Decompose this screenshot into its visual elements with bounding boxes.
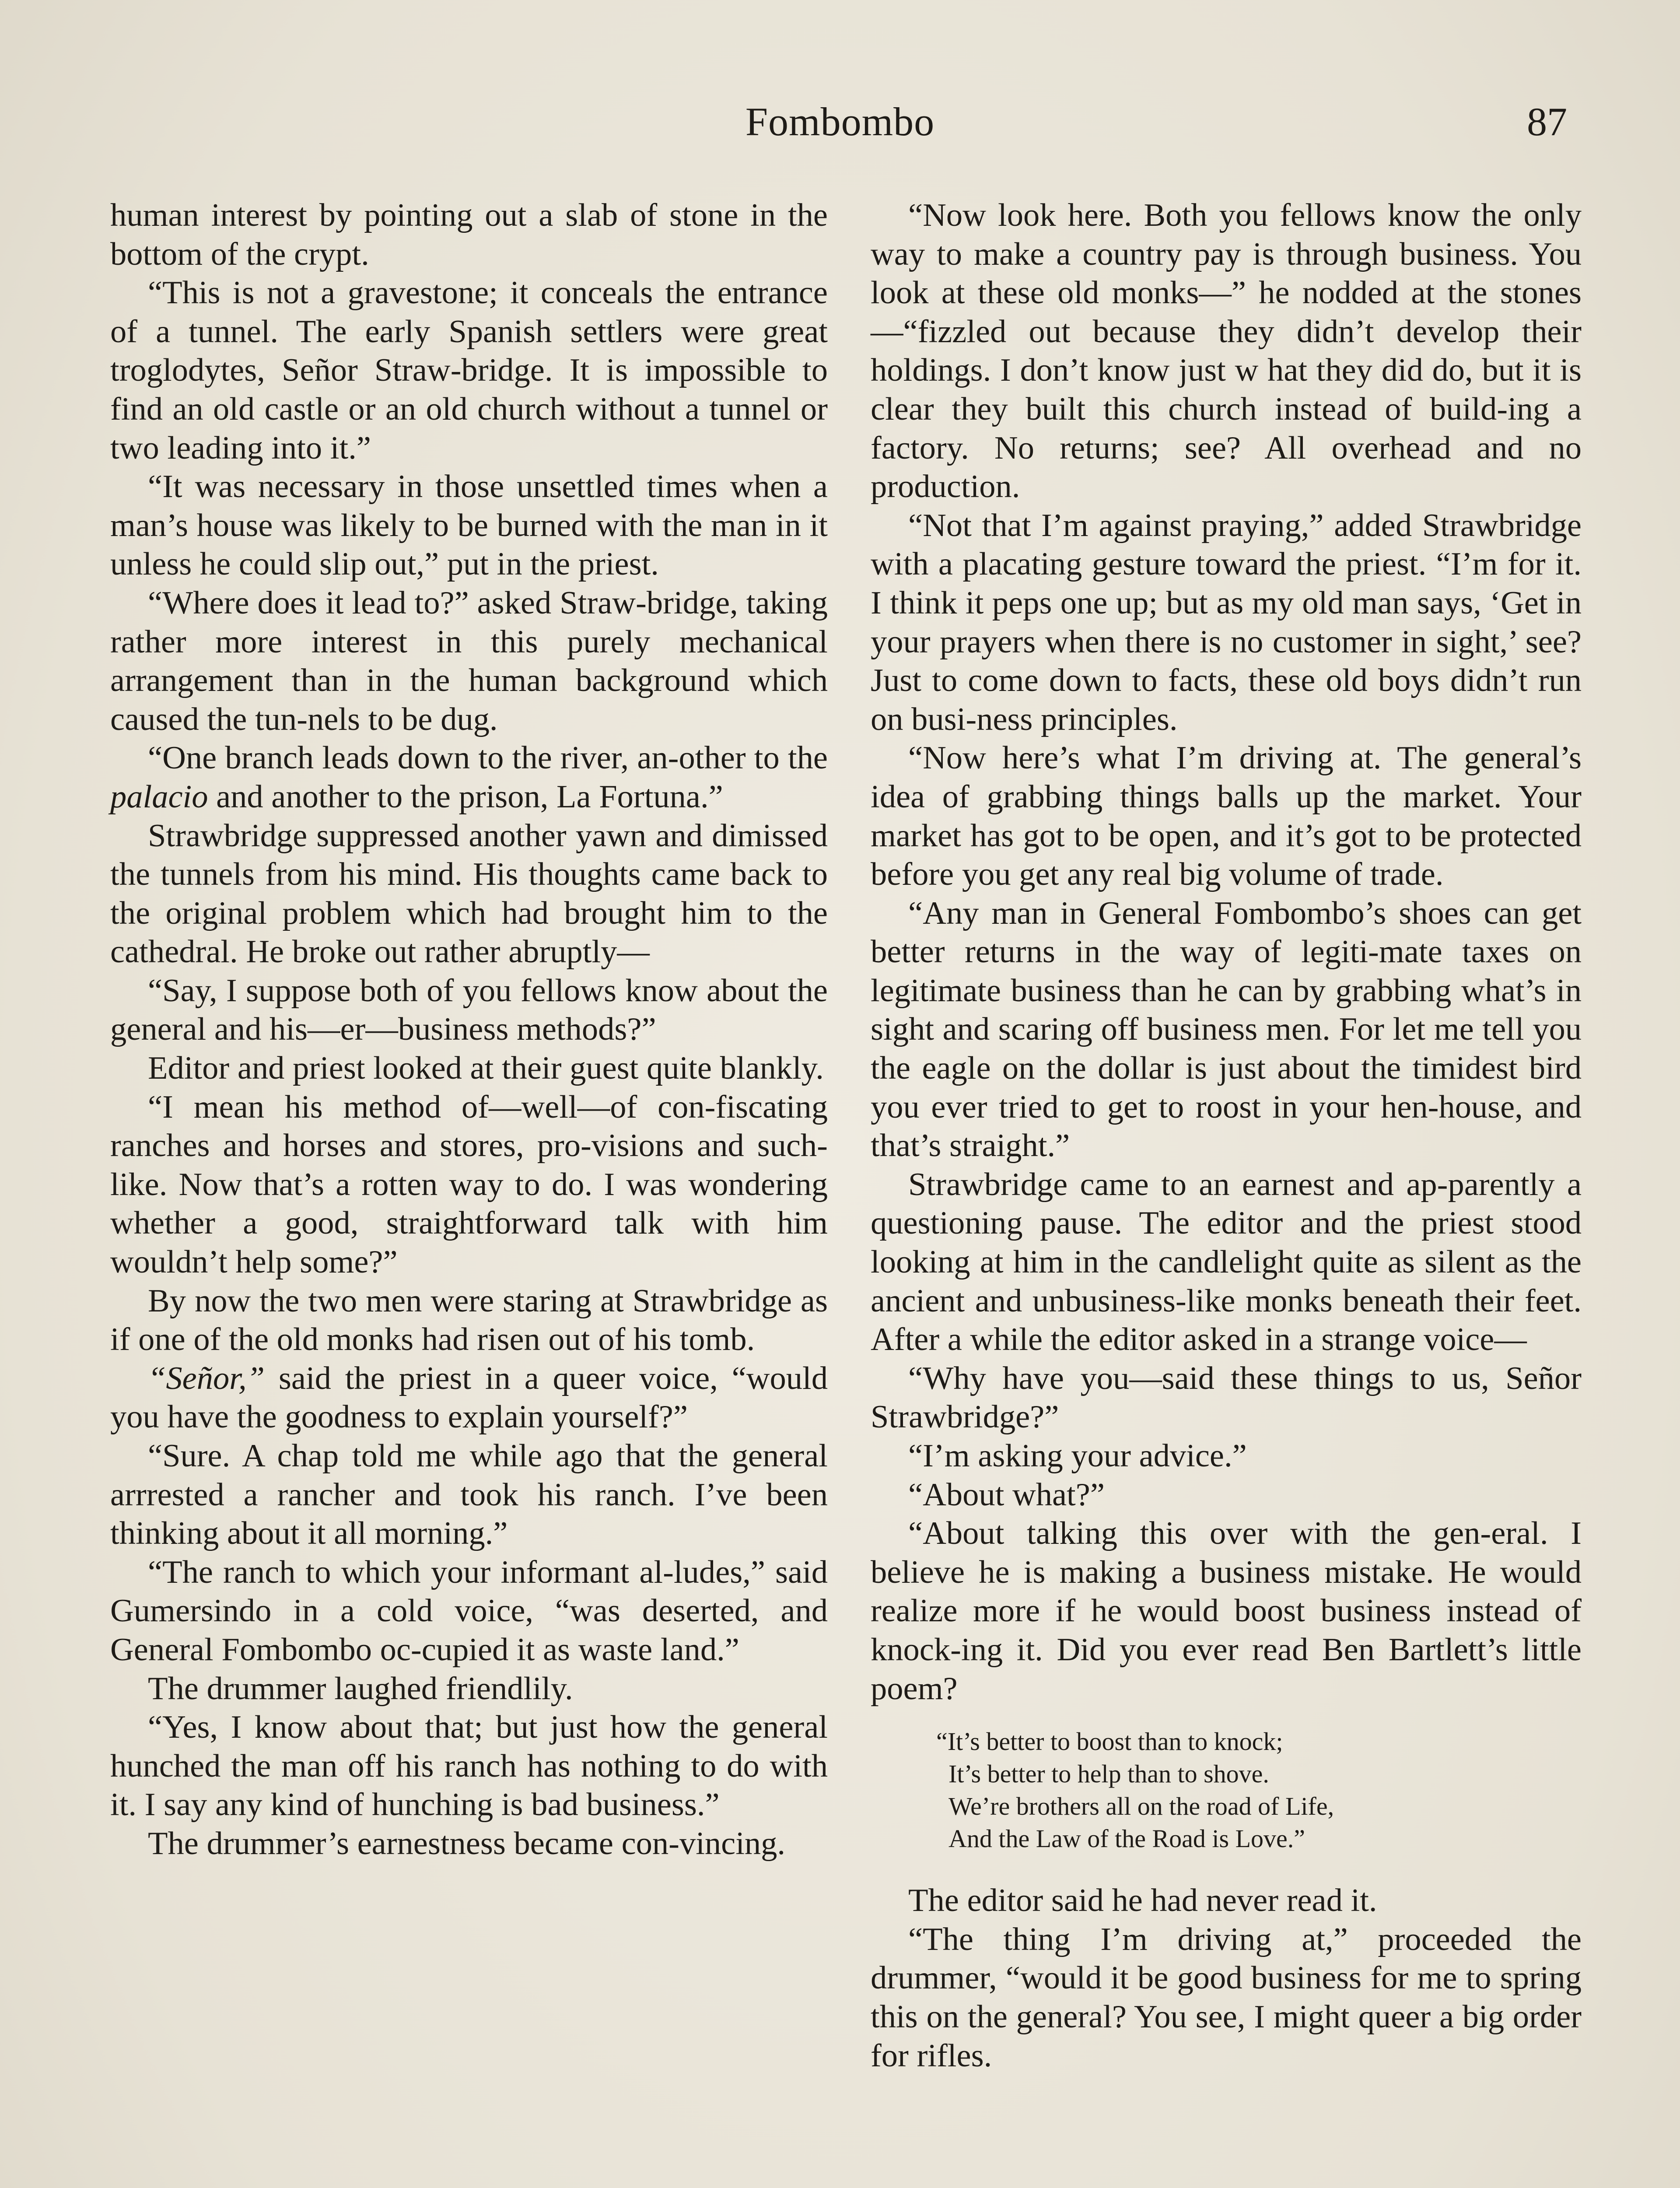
- paragraph: “I mean his method of—well—of con-fiscating ranches and horses and stores, pro-visions and such-like. Now that’s a rotten way to do. I was wondering whether a good, straightforward talk with him wouldn’t help some?”: [110, 1089, 828, 1280]
- paragraph: “Yes, I know about that; but just how the general hunched the man off his ranch has nothing to do with it. I say any kind of hunching is bad business.”: [110, 1709, 828, 1823]
- page-number: 87: [1527, 99, 1567, 144]
- poem-block: [871, 1725, 1582, 1855]
- paragraph: Strawbridge suppressed another yawn and dimissed the tunnels from his mind. His thoughts came back to the original problem which had brought him to the cathedral. He broke out rather abruptly—: [110, 817, 828, 970]
- paragraph: “The ranch to which your informant al-ludes,” said Gumersindo in a cold voice, “was deserted, and General Fombombo oc-cupied it as waste land.”: [110, 1554, 828, 1668]
- paragraph: Editor and priest looked at their guest quite blankly.: [148, 1050, 824, 1087]
- poem-line: We’re brothers all on the road of Life,: [948, 1792, 1334, 1821]
- poem-line: “It’s better to boost than to knock;: [936, 1727, 1283, 1756]
- paragraph: The drummer laughed friendlily.: [148, 1670, 573, 1707]
- paragraph: “Sure. A chap told me while ago that the general arrrested a rancher and took his ranch. I’ve been thinking about it all morning.”: [110, 1438, 828, 1552]
- paragraph: “The thing I’m driving at,” proceeded the drummer, “would it be good business for me to spring this on the general? You see, I might queer a big order for rifles.: [871, 1921, 1582, 2074]
- paragraph: “About what?”: [908, 1476, 1105, 1513]
- paragraph: The editor said he had never read it.: [908, 1883, 1377, 1919]
- paragraph: “Now look here. Both you fellows know the only way to make a country pay is through business. You look at these old monks—” he nodded at the stones—“fizzled out because they didn’t develop their holdings. I don’t know just w hat they did do, but it is clear they built this church instead of build-ing a factory. No returns; see? All overhead and no production.: [871, 197, 1582, 505]
- running-title: Fombombo: [745, 99, 935, 144]
- paragraph: “This is not a gravestone; it conceals the entrance of a tunnel. The early Spanish settlers were great troglodytes, Señor Straw-bridge. It is impossible to find an old castle or an old church without a tunnel or two leading into it.”: [110, 275, 828, 466]
- page-header: [0, 98, 1680, 151]
- paragraph: “I’m asking your advice.”: [908, 1438, 1247, 1474]
- paragraph: “Where does it lead to?” asked Straw-bridge, taking rather more interest in this purely mechanical arrangement than in the human background which caused the tun-nels to be dug.: [110, 585, 828, 737]
- paragraph: “Say, I suppose both of you fellows know about the general and his—er—business methods?”: [110, 972, 828, 1048]
- paragraph: “Now here’s what I’m driving at. The general’s idea of grabbing things balls up the market. Your market has got to be open, and it’s got to be protected before you get any real big volume of trade.: [871, 740, 1582, 893]
- paragraph: “Not that I’m against praying,” added Strawbridge with a placating gesture toward the priest. “I’m for it. I think it peps one up; but as my old man says, ‘Get in your prayers when there is no customer in sight,’ see? Just to come down to facts, these old boys didn’t run on busi-ness principles.: [871, 507, 1582, 737]
- paragraph: “It was necessary in those unsettled times when a man’s house was likely to be burned with the man in it unless he could slip out,” put in the priest.: [110, 469, 828, 582]
- right-column: [871, 196, 1582, 2188]
- paragraph: Strawbridge came to an earnest and ap-parently a questioning pause. The editor and the priest stood looking at him in the candlelight quite as silent as the ancient and unbusiness-like monks beneath their feet. After a while the editor asked in a strange voice—: [871, 1166, 1582, 1358]
- paragraph: “About talking this over with the gen-eral. I believe he is making a business mistake. He would realize more if he would boost business instead of knock-ing it. Did you ever read Ben Bartlett’s little poem?: [871, 1515, 1582, 1707]
- poem-line: And the Law of the Road is Love.”: [948, 1824, 1306, 1853]
- paragraph: “Any man in General Fombombo’s shoes can get better returns in the way of legiti-mate taxes on legitimate business than he can by grabbing what’s in sight and scaring off business men. For let me tell you the eagle on the dollar is just about the timidest bird you ever tried to get to roost in your hen-house, and that’s straight.”: [871, 895, 1582, 1164]
- paragraph: “Why have you—said these things to us, Señor Strawbridge?”: [871, 1360, 1582, 1435]
- paragraph: “Señor,” said the priest in a queer voice, “would you have the goodness to explain yourself?”: [110, 1360, 828, 1435]
- paragraph: By now the two men were staring at Strawbridge as if one of the old monks had risen out of his tomb.: [110, 1283, 828, 1358]
- paragraph: human interest by pointing out a slab of stone in the bottom of the crypt.: [110, 197, 828, 272]
- paragraph: “One branch leads down to the river, an-other to the palacio and another to the prison, La Fortuna.”: [110, 740, 828, 815]
- paragraph: The drummer’s earnestness became con-vincing.: [148, 1825, 786, 1862]
- poem-line: It’s better to help than to shove.: [948, 1760, 1269, 1788]
- left-column: [110, 196, 828, 2188]
